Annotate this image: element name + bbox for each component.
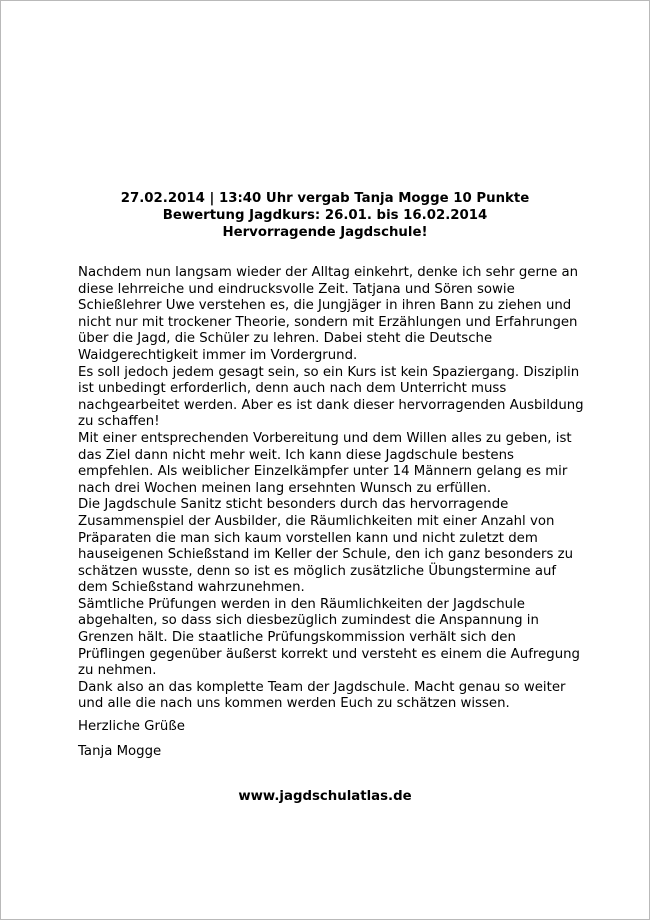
- review-header: [1, 190, 649, 241]
- paragraph: Nachdem nun langsam wieder der Alltag einkehrt, denke ich sehr gerne an diese lehrreiche und eindrucksvolle Zeit. Tatjana und Sören sowie Schießlehrer Uwe verstehen es, die Jungjäger in ihren Bann zu ziehen und nicht nur mit trockener Theorie, sondern mit Erzählungen und Erfahrungen über die Jagd, die Schüler zu lehren. Dabei steht die Deutsche Waidgerechtigkeit immer im Vordergrund.: [78, 265, 579, 363]
- signature-name: Tanja Mogge: [78, 744, 162, 759]
- review-meta-line: 27.02.2014 | 13:40 Uhr vergab Tanja Mogge 10 Punkte: [120, 191, 530, 206]
- review-course-line: Bewertung Jagdkurs: 26.01. bis 16.02.2014: [162, 208, 488, 223]
- website-url: www.jagdschulatlas.de: [238, 789, 412, 804]
- review-body: [78, 265, 584, 713]
- paragraph: Sämtliche Prüfungen werden in den Räumlichkeiten der Jagdschule abgehalten, so dass sich diesbezüglich zumindest die Anspannung in Grenzen hält. Die staatliche Prüfungskommission verhält sich den Prüflingen gegenüber äußerst korrekt und versteht es einem die Aufregung zu nehmen.: [78, 596, 580, 679]
- paragraph: Es soll jedoch jedem gesagt sein, so ein Kurs ist kein Spaziergang. Disziplin ist unbedingt erforderlich, denn auch nach dem Unterricht muss nachgearbeitet werden. Aber es ist dank dieser hervorragenden Ausbildung zu schaffen!: [78, 364, 584, 430]
- review-title: Hervorragende Jagdschule!: [222, 225, 428, 240]
- paragraph: Die Jagdschule Sanitz sticht besonders durch das hervorragende Zusammenspiel der Ausbilder, die Räumlichkeiten mit einer Anzahl von Präparaten die man sich kaum vorstellen kann und nicht zuletzt dem hauseigenen Schießstand im Keller der Schule, den ich ganz besonders zu schätzen wusste, denn so ist es möglich zusätzliche Übungstermine auf dem Schießstand wahrzunehmen.: [78, 497, 574, 596]
- closing-greeting: Herzliche Grüße: [78, 719, 185, 734]
- paragraph: Mit einer entsprechenden Vorbereitung und dem Willen alles zu geben, ist das Ziel dann nicht mehr weit. Ich kann diese Jagdschule bestens empfehlen. Als weiblicher Einzelkämpfer unter 14 Männern gelang es mir nach drei Wochen meinen lang ersehnten Wunsch zu erfüllen.: [78, 430, 572, 496]
- paragraph: Dank also an das komplette Team der Jagdschule. Macht genau so weiter und alle die nach uns kommen werden Euch zu schätzen wissen.: [78, 679, 566, 712]
